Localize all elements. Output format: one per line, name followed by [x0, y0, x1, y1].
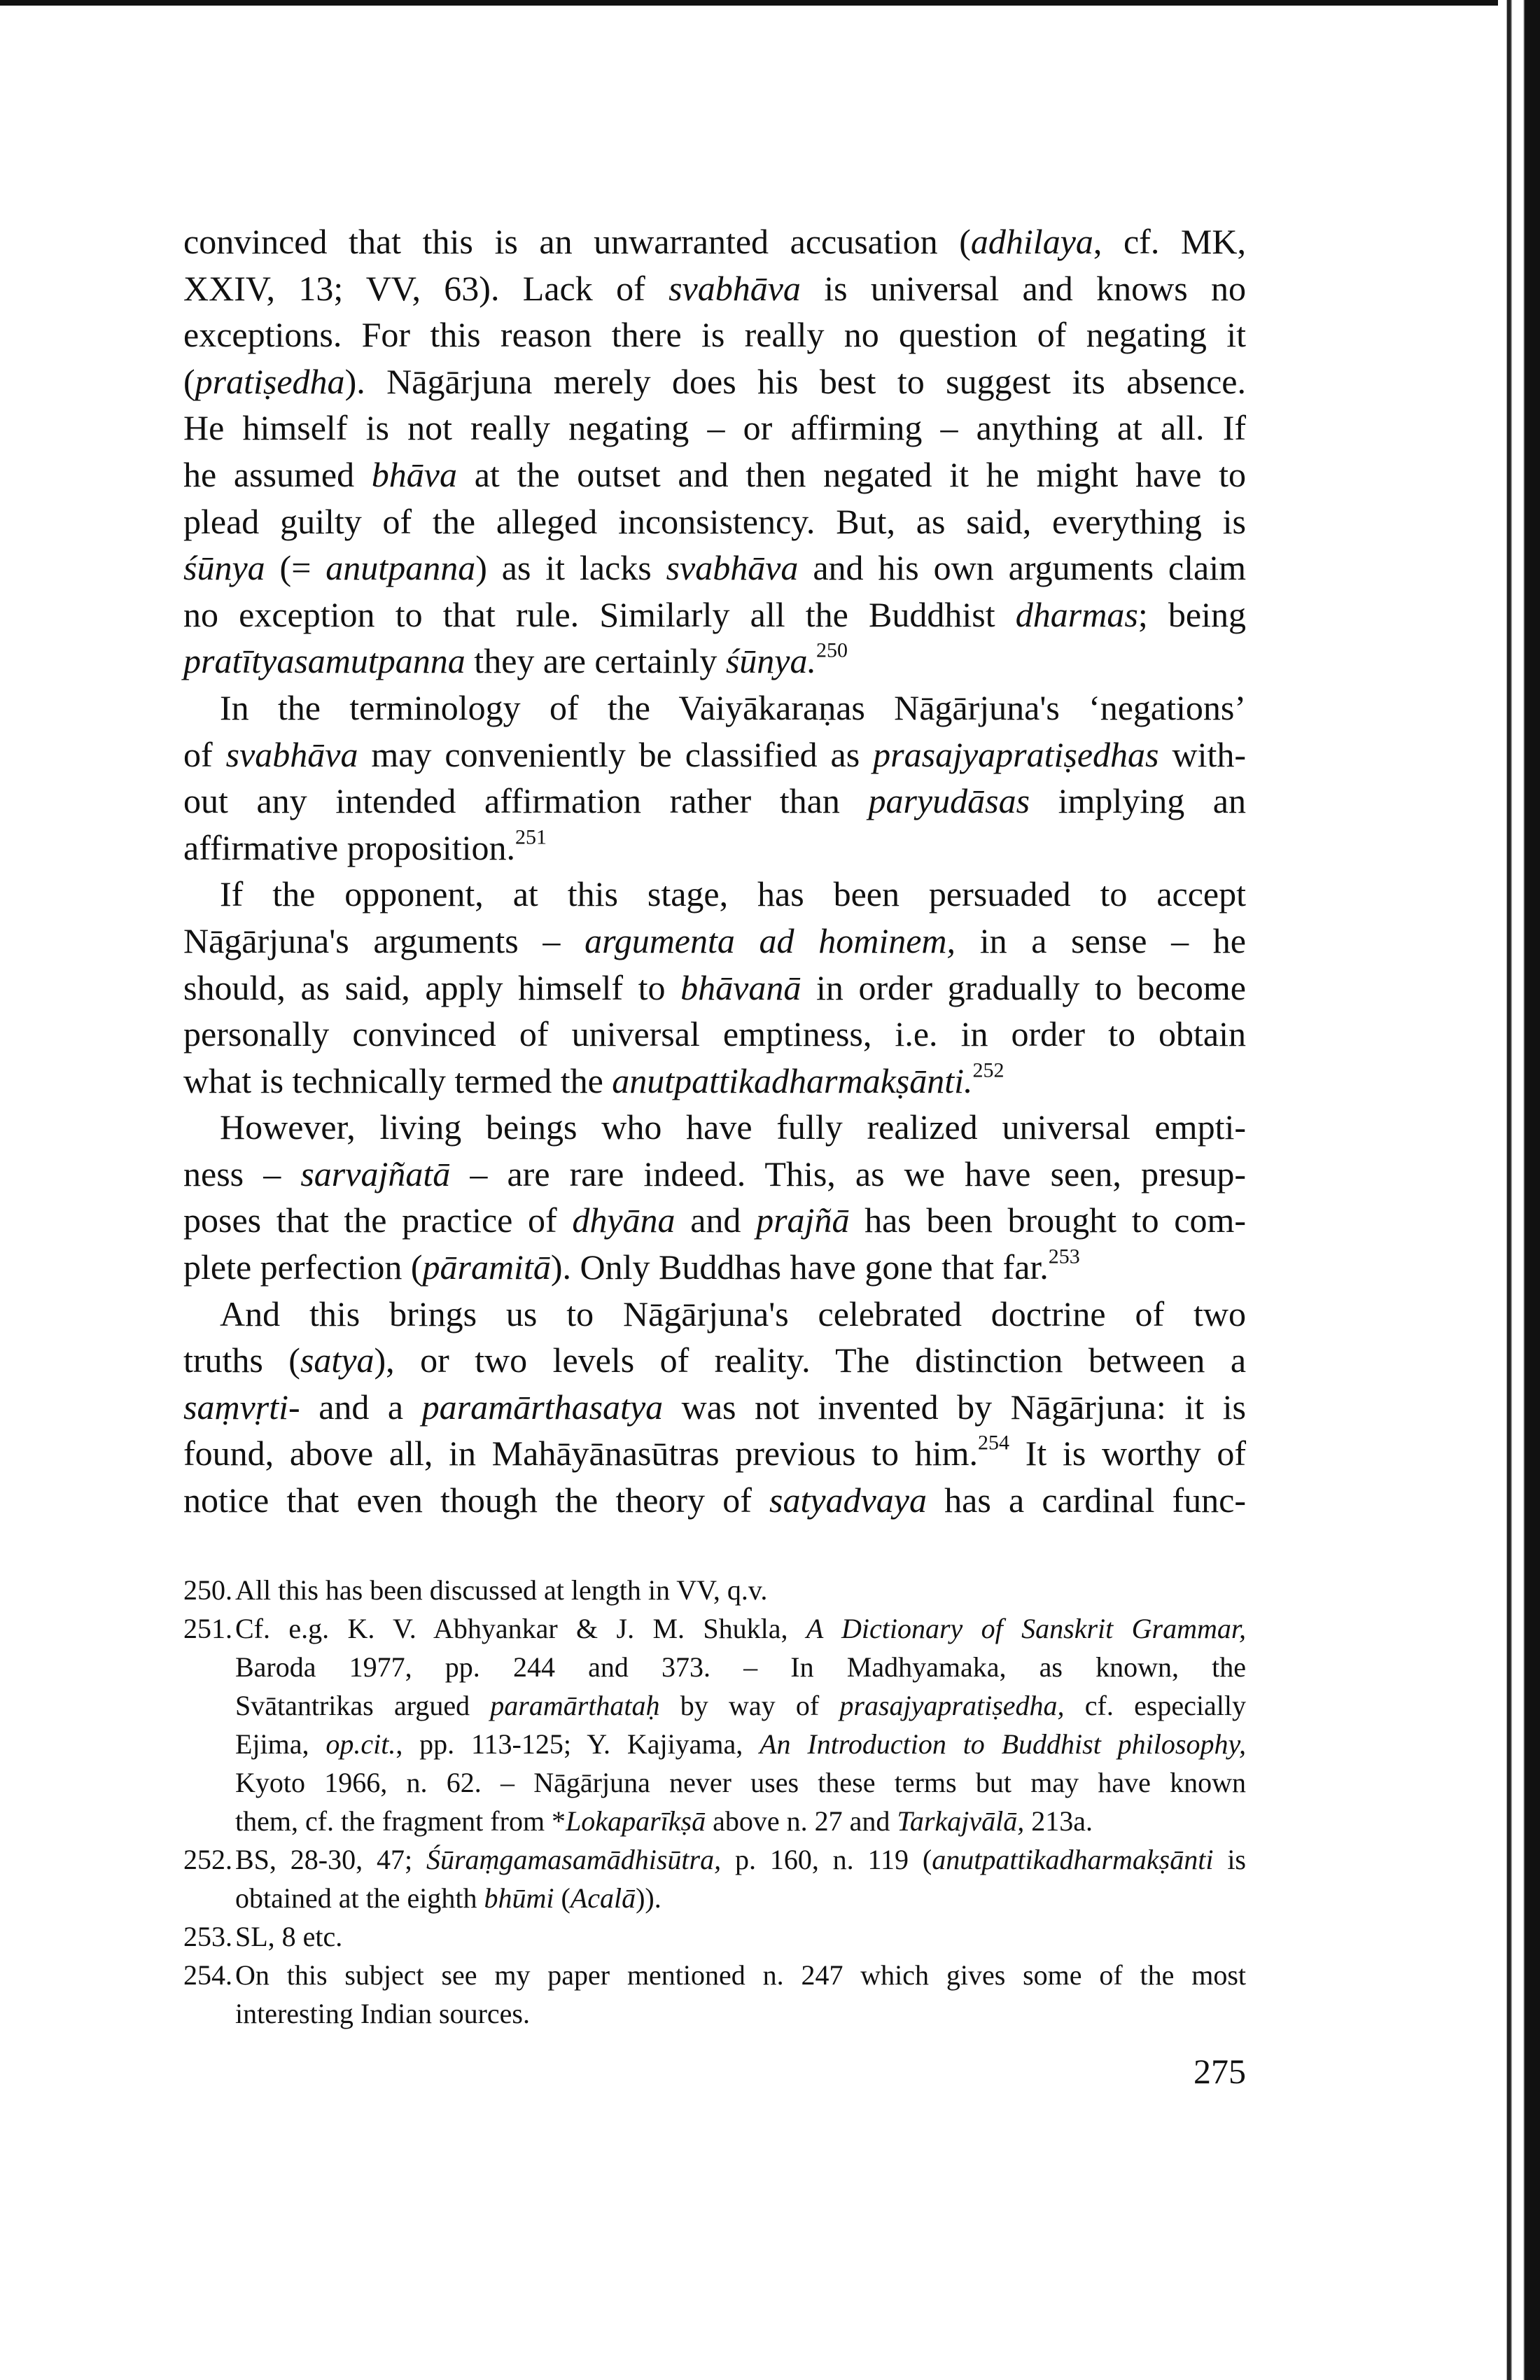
text-line	[235, 1609, 1246, 1648]
text-run: was not invented by Nāgārjuna: it is	[663, 1387, 1246, 1427]
footnote-number: 250.	[183, 1574, 232, 1606]
text-run: interesting Indian sources.	[235, 1998, 530, 2029]
italic-term: svabhāva	[666, 548, 799, 588]
text-line	[235, 1725, 1246, 1763]
text-run: truths (	[183, 1340, 300, 1380]
text-run: is	[1213, 1844, 1246, 1875]
text-run: Svātantrikas argued	[235, 1690, 491, 1721]
text-run: , cf. MK,	[1093, 222, 1246, 261]
footnote	[183, 1609, 1246, 1840]
text-run: ; being	[1138, 594, 1246, 634]
footnote	[183, 1956, 1246, 2033]
text-run: cf. especially	[1064, 1690, 1246, 1721]
text-run: p. 160, n. 119 (	[721, 1844, 932, 1875]
text-line	[235, 1840, 1246, 1879]
body-text	[183, 218, 1246, 1524]
paragraph	[183, 1104, 1246, 1290]
text-line	[183, 1337, 1246, 1384]
text-run: affirmative proposition.	[183, 827, 515, 867]
text-run: has a cardinal func-	[926, 1480, 1246, 1520]
text-run: obtained at the eighth	[235, 1882, 484, 1914]
text-run: notice that even though the theory of	[183, 1480, 770, 1520]
text-run: ness –	[183, 1154, 301, 1194]
italic-term: pratītyasamutpanna	[183, 641, 465, 681]
text-run: he assumed	[183, 454, 372, 494]
text-line	[183, 592, 1246, 638]
text-line	[183, 825, 1246, 872]
text-run: It is worthy of	[1009, 1434, 1246, 1474]
text-run: – are rare indeed. This, as we have seen, presup-	[450, 1154, 1246, 1194]
text-run: (=	[265, 548, 326, 588]
text-run: Kyoto 1966, n. 62. – Nāgārjuna never uses these terms but may have known	[235, 1767, 1246, 1798]
text-run: poses that the practice of	[183, 1200, 573, 1240]
italic-term: bhāva	[371, 454, 457, 494]
footnote-number: 253.	[183, 1921, 232, 1952]
text-line	[183, 1011, 1246, 1058]
text-line	[235, 1648, 1246, 1686]
text-run: XXIV, 13; VV, 63). Lack of	[183, 268, 669, 308]
italic-term: anutpattikadharmakṣānti.	[612, 1060, 973, 1100]
text-line	[183, 545, 1246, 592]
italic-term: paryudāsas	[868, 781, 1030, 821]
text-line	[183, 1104, 1246, 1151]
italic-term: pāramitā	[422, 1247, 551, 1287]
text-run: found, above all, in Mahāyānasūtras previous to him.	[183, 1434, 979, 1474]
scan-edge-binding	[1498, 0, 1540, 2380]
text-run: implying an	[1030, 781, 1246, 821]
text-run: And this brings us to Nāgārjuna's celebrated doctrine of two	[220, 1294, 1246, 1334]
text-run: All this has been discussed at length in VV, q.v.	[235, 1574, 768, 1606]
italic-term: dharmas	[1015, 594, 1138, 634]
text-run: exceptions. For this reason there is really no question of negating it	[183, 315, 1246, 355]
text-line	[183, 1430, 1246, 1477]
text-run: However, living beings who have fully realized universal empti-	[220, 1107, 1246, 1147]
text-line	[183, 918, 1246, 965]
text-line	[235, 1802, 1246, 1840]
text-run: out any intended affirmation rather than	[183, 781, 869, 821]
text-run: Ejima,	[235, 1728, 326, 1760]
italic-term: bhūmi	[484, 1882, 554, 1914]
text-line	[183, 451, 1246, 498]
footnote	[183, 1840, 1246, 1917]
italic-term: svabhāva	[225, 734, 358, 774]
italic-term: Lokaparīkṣā	[566, 1805, 706, 1837]
text-line	[183, 498, 1246, 545]
text-run: If the opponent, at this stage, has been persuaded to accept	[220, 874, 1246, 914]
italic-term: saṃvṛti-	[183, 1387, 300, 1427]
text-line	[235, 1994, 1246, 2033]
italic-term: prajñā	[756, 1200, 850, 1240]
italic-term: A Dictionary of Sanskrit Grammar,	[806, 1613, 1246, 1644]
text-run: Nāgārjuna's arguments –	[183, 920, 585, 960]
scan-edge-top	[0, 0, 1498, 6]
text-run: 213a.	[1024, 1805, 1093, 1837]
text-line	[183, 218, 1246, 265]
italic-term: svabhāva	[668, 268, 801, 308]
italic-term: paramārthasatya	[421, 1387, 664, 1427]
text-run: above n. 27 and	[706, 1805, 897, 1837]
paragraph	[183, 685, 1246, 871]
text-run: should, as said, apply himself to	[183, 967, 681, 1007]
text-run: BS, 28-30, 47;	[235, 1844, 426, 1875]
text-line	[183, 778, 1246, 825]
footnote-reference[interactable]: 252	[972, 1058, 1004, 1082]
footnote-reference[interactable]: 253	[1048, 1245, 1080, 1268]
text-run: Baroda 1977, pp. 244 and 373. – In Madhyamaka, as known, the	[235, 1651, 1246, 1683]
footnote-number: 251.	[183, 1613, 232, 1644]
text-line	[183, 265, 1246, 312]
text-line	[235, 1686, 1246, 1725]
text-run: may conveniently be classified as	[358, 734, 874, 774]
text-run: (	[183, 361, 195, 401]
text-line	[183, 1244, 1246, 1291]
text-run: with-	[1158, 734, 1247, 774]
italic-term: adhilaya	[970, 222, 1093, 261]
text-run: what is technically termed the	[183, 1060, 612, 1100]
text-run: (	[554, 1882, 570, 1914]
text-line	[183, 638, 1246, 685]
italic-term: argumenta ad hominem,	[584, 920, 956, 960]
footnote-reference[interactable]: 250	[816, 638, 848, 662]
page-number: 275	[1194, 2052, 1246, 2091]
footnote	[183, 1917, 1246, 1956]
italic-term: śūnya.	[725, 641, 816, 681]
text-run: )).	[636, 1882, 662, 1914]
text-line	[183, 405, 1246, 451]
paragraph	[183, 1291, 1246, 1524]
text-run: and	[675, 1200, 757, 1240]
text-run: at the outset and then negated it he might have to	[457, 454, 1246, 494]
text-run: has been brought to com-	[849, 1200, 1246, 1240]
text-run: Cf. e.g. K. V. Abhyankar & J. M. Shukla,	[235, 1613, 806, 1644]
footnote-number: 252.	[183, 1844, 232, 1875]
footnote	[183, 1571, 1246, 1609]
text-line	[183, 1384, 1246, 1431]
text-run: convinced that this is an unwarranted accusation (	[183, 222, 971, 261]
text-line	[235, 1571, 1246, 1609]
text-run: ). Only Buddhas have gone that far.	[550, 1247, 1049, 1287]
text-run: In the terminology of the Vaiyākaraṇas Nāgārjuna's ‘negations’	[220, 687, 1246, 727]
italic-term: satyadvaya	[769, 1480, 927, 1520]
italic-term: Tarkajvālā,	[897, 1805, 1025, 1837]
italic-term: dhyāna	[572, 1200, 676, 1240]
text-run: ). Nāgārjuna merely does his best to suggest its absence.	[344, 361, 1246, 401]
text-run: them, cf. the fragment from *	[235, 1805, 566, 1837]
text-line	[183, 871, 1246, 918]
footnote-reference[interactable]: 254	[978, 1431, 1010, 1455]
text-run: SL, 8 etc.	[235, 1921, 343, 1952]
text-run: is universal and knows no	[800, 268, 1246, 308]
text-line	[235, 1879, 1246, 1917]
italic-term: pratiṣedha	[195, 361, 345, 401]
footnotes	[183, 1571, 1246, 2033]
text-run: , pp. 113-125; Y. Kajiyama,	[396, 1728, 760, 1760]
text-line	[183, 732, 1246, 778]
footnote-reference[interactable]: 251	[514, 825, 547, 849]
text-run: personally convinced of universal emptiness, i.e. in order to obtain	[183, 1014, 1246, 1054]
text-line	[183, 965, 1246, 1011]
text-run: plead guilty of the alleged inconsistency. But, as said, everything is	[183, 501, 1246, 541]
italic-term: bhāvanā	[680, 967, 802, 1007]
paragraph	[183, 871, 1246, 1104]
text-line	[183, 312, 1246, 358]
italic-term: prasajyapratiṣedha,	[839, 1690, 1065, 1721]
text-line	[183, 1151, 1246, 1198]
text-line	[235, 1956, 1246, 1994]
text-run: plete perfection (	[183, 1247, 423, 1287]
text-run: and his own arguments claim	[798, 548, 1246, 588]
italic-term: op.cit.	[326, 1728, 396, 1760]
italic-term: prasajyapratiṣedhas	[873, 734, 1159, 774]
italic-term: śūnya	[183, 548, 265, 588]
italic-term: Śūraṃgamasamādhisūtra,	[426, 1844, 722, 1875]
text-run: in a sense – he	[955, 920, 1246, 960]
text-run: He himself is not really negating – or affirming – anything at all. If	[183, 408, 1246, 448]
italic-term: An Introduction to Buddhist philosophy,	[760, 1728, 1247, 1760]
text-line	[183, 1291, 1246, 1338]
text-run: in order gradually to become	[801, 967, 1246, 1007]
text-run: and a	[300, 1387, 422, 1427]
text-line	[235, 1763, 1246, 1802]
text-run: no exception to that rule. Similarly all the Buddhist	[183, 594, 1016, 634]
text-line	[183, 1477, 1246, 1524]
italic-term: Acalā	[570, 1882, 636, 1914]
italic-term: satya	[300, 1340, 374, 1380]
footnote-number: 254.	[183, 1959, 232, 1991]
text-line	[183, 1197, 1246, 1244]
italic-term: anutpattikadharmakṣānti	[932, 1844, 1214, 1875]
text-run: ), or two levels of reality. The distinction between a	[374, 1340, 1247, 1380]
italic-term: anutpanna	[326, 548, 476, 588]
scan-corner-shadow	[0, 0, 76, 76]
text-run: they are certainly	[465, 641, 726, 681]
text-run: ) as it lacks	[475, 548, 666, 588]
text-run: by way of	[659, 1690, 840, 1721]
text-line	[183, 685, 1246, 732]
italic-term: sarvajñatā	[300, 1154, 451, 1194]
text-line	[183, 358, 1246, 405]
text-line	[235, 1917, 1246, 1956]
text-line	[183, 1058, 1246, 1105]
paragraph	[183, 218, 1246, 685]
italic-term: paramārthataḥ	[490, 1690, 660, 1721]
text-run: On this subject see my paper mentioned n. 247 which gives some of the most	[235, 1959, 1246, 1991]
text-run: of	[183, 734, 226, 774]
